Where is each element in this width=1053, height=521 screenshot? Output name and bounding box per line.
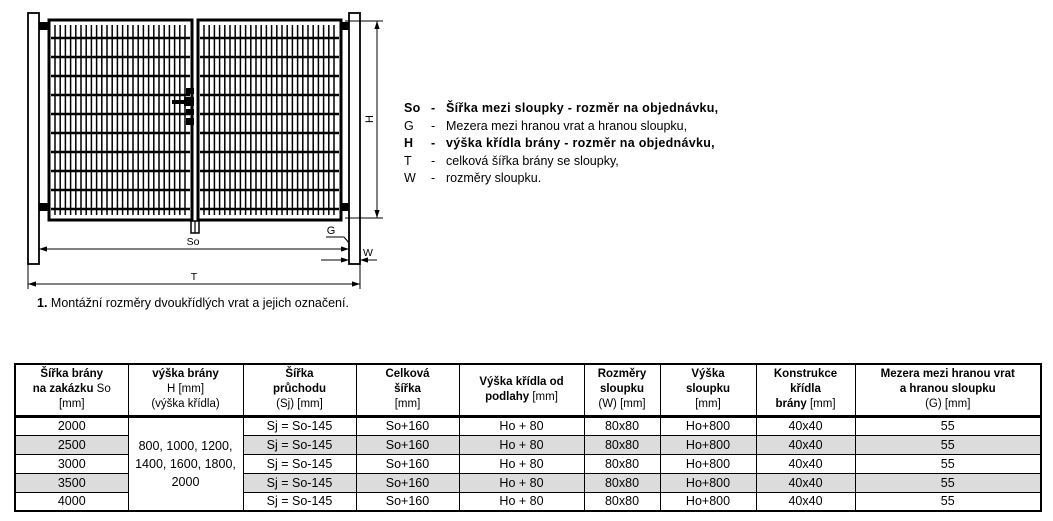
legend-text: Mezera mezi hranou vrat a hranou sloupku, xyxy=(446,118,688,133)
legend xyxy=(404,100,718,188)
legend-text: Šířka mezi sloupky - rozměr na objednávku, xyxy=(446,101,719,115)
legend-symbol: H xyxy=(404,136,414,150)
legend-dash: - xyxy=(431,153,436,168)
hinge-bottom-right-icon xyxy=(342,203,350,211)
header-row xyxy=(15,364,1041,416)
hinge-top-right-icon xyxy=(342,22,350,30)
right-post xyxy=(349,13,360,264)
hinge-bottom-left-icon xyxy=(40,203,48,211)
table-cell: 4000 xyxy=(15,492,128,511)
table-cell: 80x80 xyxy=(584,492,660,511)
legend-symbol: So xyxy=(404,101,421,115)
legend-symbol: W xyxy=(404,171,416,185)
lock-box-icon xyxy=(184,97,194,106)
header-gate-height: výška brány H [mm] (výška křídla) xyxy=(128,364,243,416)
table-cell: 80x80 xyxy=(584,473,660,492)
table-cell: 40x40 xyxy=(756,416,855,435)
table-cell: Ho + 80 xyxy=(459,416,584,435)
table-cell: So+160 xyxy=(356,435,459,454)
table-cell: Ho+800 xyxy=(660,454,756,473)
left-post xyxy=(28,13,39,264)
left-wing-mesh xyxy=(51,25,190,215)
header-post-height: Výška sloupku [mm] xyxy=(660,364,756,416)
table-cell: 40x40 xyxy=(756,435,855,454)
table-cell: Ho+800 xyxy=(660,435,756,454)
lock-latch-icon xyxy=(186,118,194,125)
legend-item-w xyxy=(404,170,718,188)
gate-dimensions-table xyxy=(14,363,1042,512)
table-cell: So+160 xyxy=(356,454,459,473)
right-wing-mesh xyxy=(200,25,339,215)
table-cell: 40x40 xyxy=(756,454,855,473)
header-gap: Mezera mezi hranou vrat a hranou sloupku (G) [mm] xyxy=(855,364,1041,416)
table-cell: Ho + 80 xyxy=(459,473,584,492)
dim-label-w: W xyxy=(363,247,373,259)
legend-symbol: G xyxy=(404,118,414,133)
dim-label-g: G xyxy=(326,225,336,237)
legend-item-so xyxy=(404,100,718,118)
table-cell: 55 xyxy=(855,473,1041,492)
table-cell: 80x80 xyxy=(584,454,660,473)
header-passage-width: Šířka průchodu (Sj) [mm] xyxy=(243,364,356,416)
table-cell: Ho + 80 xyxy=(459,435,584,454)
table-cell: 80x80 xyxy=(584,416,660,435)
dim-label-so: So xyxy=(186,236,200,248)
table-row xyxy=(15,416,1041,435)
table-cell: 2500 xyxy=(15,435,128,454)
table-cell-merged-heights: 800, 1000, 1200, 1400, 1600, 1800, 2000 xyxy=(128,416,243,511)
header-total-width: Celková šířka [mm] xyxy=(356,364,459,416)
legend-item-h xyxy=(404,135,718,153)
legend-dash: - xyxy=(431,101,436,115)
legend-text: rozměry sloupku. xyxy=(446,171,542,185)
table-cell: So+160 xyxy=(356,416,459,435)
table-cell: 55 xyxy=(855,454,1041,473)
table-cell: 40x40 xyxy=(756,473,855,492)
table-cell: So+160 xyxy=(356,492,459,511)
gate-diagram xyxy=(0,0,400,292)
table-cell: 55 xyxy=(855,492,1041,511)
table-cell: Sj = So-145 xyxy=(243,435,356,454)
table-cell: 55 xyxy=(855,416,1041,435)
table-cell: 55 xyxy=(855,435,1041,454)
header-gate-width: Šířka brány na zakázku So [mm] xyxy=(15,364,128,416)
table-cell: Sj = So-145 xyxy=(243,492,356,511)
table-cell: Ho+800 xyxy=(660,473,756,492)
legend-symbol: T xyxy=(404,153,412,168)
dim-label-h: H xyxy=(364,115,376,123)
legend-text: celková šířka brány se sloupky, xyxy=(446,153,619,168)
table-cell: So+160 xyxy=(356,473,459,492)
table-cell: Ho+800 xyxy=(660,416,756,435)
caption-text: Montážní rozměry dvoukřídlých vrat a jejich označení. xyxy=(47,296,349,310)
table-cell: 2000 xyxy=(15,416,128,435)
table-cell: Ho + 80 xyxy=(459,454,584,473)
legend-dash: - xyxy=(431,136,436,150)
table-cell: 40x40 xyxy=(756,492,855,511)
header-post-size: Rozměry sloupku (W) [mm] xyxy=(584,364,660,416)
header-wing-height-floor: Výška křídla od podlahy [mm] xyxy=(459,364,584,416)
table-cell: 3500 xyxy=(15,473,128,492)
hinge-top-left-icon xyxy=(40,22,48,30)
legend-text: výška křídla brány - rozměr na objednávku, xyxy=(446,136,715,150)
dim-label-t: T xyxy=(190,271,198,283)
lock-cylinder-icon xyxy=(186,109,194,115)
table-cell: Sj = So-145 xyxy=(243,473,356,492)
table-cell: 3000 xyxy=(15,454,128,473)
header-wing-construction: Konstrukce křídla brány [mm] xyxy=(756,364,855,416)
figure-caption xyxy=(37,296,349,310)
table-cell: Ho + 80 xyxy=(459,492,584,511)
table-cell: Sj = So-145 xyxy=(243,416,356,435)
table-cell: 80x80 xyxy=(584,435,660,454)
table-cell: Ho+800 xyxy=(660,492,756,511)
legend-dash: - xyxy=(431,118,436,133)
caption-number: 1. xyxy=(37,296,48,310)
legend-item-g xyxy=(404,118,718,136)
legend-dash: - xyxy=(431,171,436,185)
lock-plate-icon xyxy=(186,88,194,94)
legend-item-t xyxy=(404,153,718,171)
table-cell: Sj = So-145 xyxy=(243,454,356,473)
